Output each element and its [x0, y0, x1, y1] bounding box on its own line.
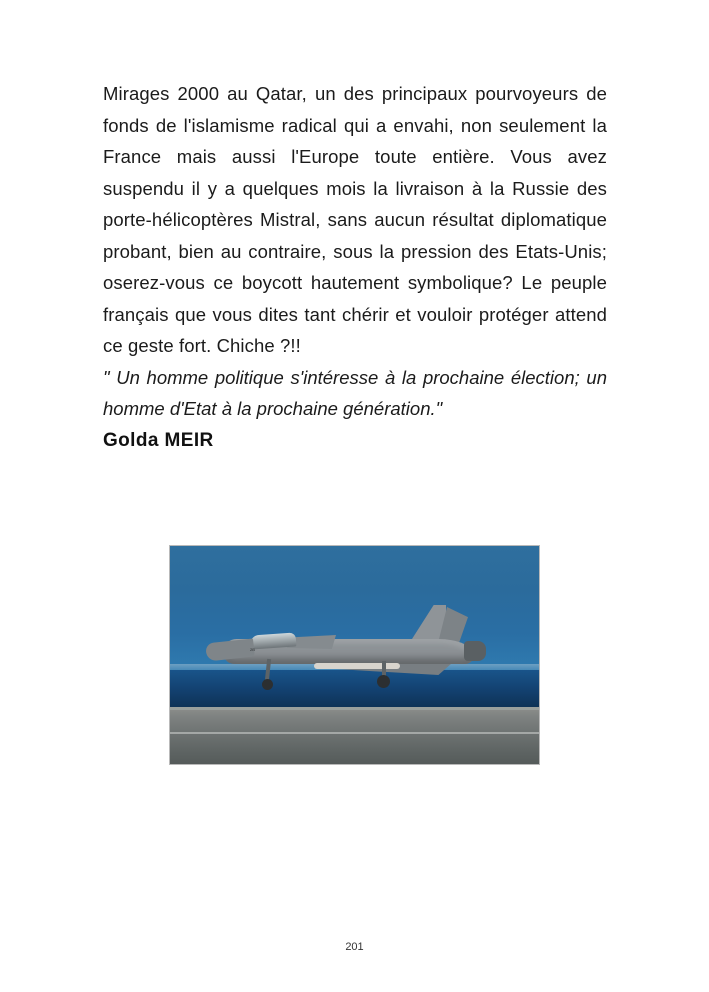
figure-image [169, 545, 540, 765]
engine-exhaust [464, 641, 486, 661]
rafale-aircraft-icon [206, 601, 506, 693]
page-content [103, 78, 607, 457]
underwing-missile [314, 663, 400, 669]
body-paragraph: Mirages 2000 au Qatar, un des principaux pourvoyeurs de fonds de l'islamisme radical qui a envahi, non seulement la France mais aussi l'Europe toute entière. Vous avez suspendu il y a quelques mois la livraison à la Russie des porte-hélicoptères Mistral, sans aucun résultat diplomatique probant, bien au contraire, sous la pression des Etats-Unis; oserez-vous ce boycott hautement symbolique? Le peuple français que vous dites tant chérir et vouloir protéger attend ce geste fort. Chiche ?!! [103, 83, 607, 356]
deck-edge [170, 707, 539, 710]
deck-marking-line [170, 732, 539, 734]
aircraft-marking-label: 2B [250, 647, 255, 652]
fighter-jet-photo [170, 546, 539, 764]
carrier-deck [170, 707, 539, 764]
front-landing-gear [265, 659, 271, 681]
quotation: " Un homme politique s'intéresse à la prochaine élection; un homme d'Etat à la prochaine génération." [103, 366, 607, 419]
quote-attribution: Golda MEIR [103, 429, 214, 451]
rear-wheel [377, 675, 390, 688]
front-wheel [262, 679, 273, 690]
page-number: 201 [345, 941, 364, 953]
